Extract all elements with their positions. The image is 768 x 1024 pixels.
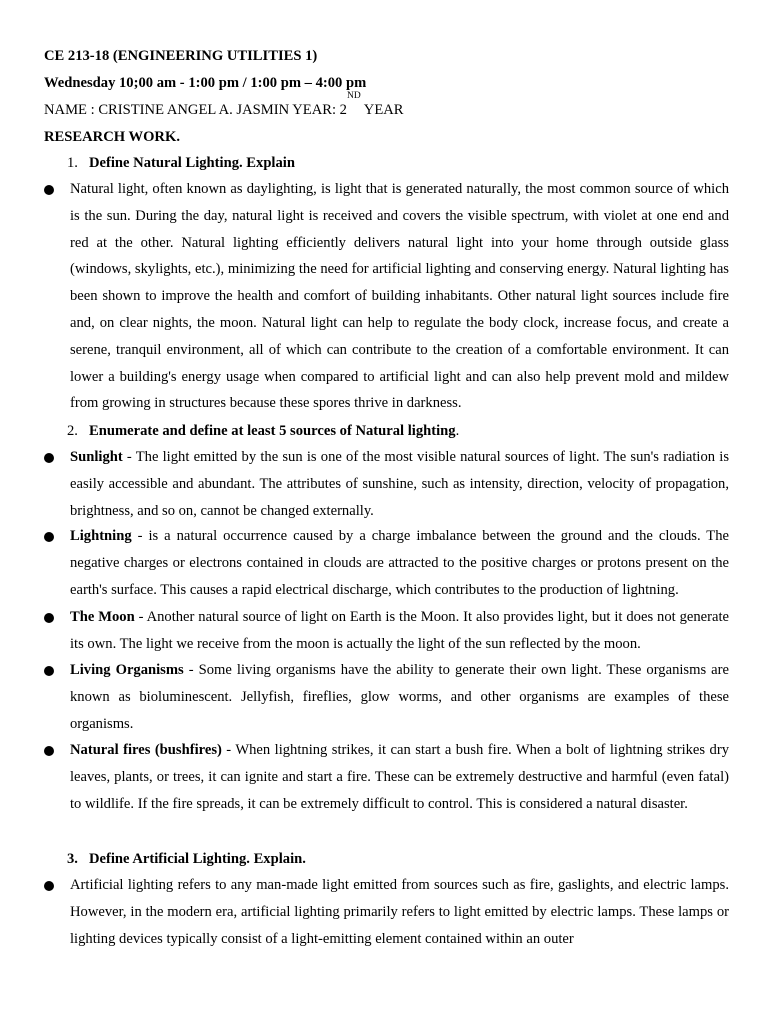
paragraph-text: Artificial lighting refers to any man-made light emitted from sources such as fire, gaslights, and electric lamps. However, in the modern era, artificial lighting primarily refers to light emitted by electric lamps. These lamps or lighting devices typically consist of a light-emitting element contained within an outer	[70, 877, 729, 947]
bullet-dot	[44, 613, 54, 623]
source-definition: - When lightning strikes, it can start a bush fire. When a bolt of lightning strikes dry leaves, plants, or trees, it can ignite and start a fire. These can be extremely destructive and harmful (even fatal) to wildlife. If the fire spreads, it can be extremely difficult to control. This is considered a natural disaster.	[70, 742, 729, 812]
paragraph-text: Natural light, often known as daylighting, is light that is generated naturally, the most common source of which is the sun. During the day, natural light is received and covers the visible spectrum, with violet at one end and red at the other. Natural lighting efficiently delivers natural light into your home through outside glass (windows, skylights, etc.), minimizing the need for artificial lighting and conserving energy. Natural lighting has been shown to improve the health and comfort of building inhabitants. Other natural light sources include fire and, on clear nights, the moon. Natural light can help to regulate the body clock, increase focus, and create a serene, tranquil environment, all of which can contribute to the creation of a comfortable environment. It can lower a building's energy usage when compared to artificial light and can also help prevent mold and mildew from growing in structures because these spores thrive in darkness.	[70, 181, 729, 412]
natural-light-paragraph	[70, 176, 729, 417]
ordinal-suffix: ND	[346, 91, 361, 101]
question-text: Enumerate and define at least 5 sources of Natural lighting	[89, 423, 456, 439]
question-number: 3.	[67, 851, 78, 867]
bullet-dot	[44, 185, 54, 195]
source-definition: - is a natural occurrence caused by a charge imbalance between the ground and the clouds. The negative charges or electrons contained in clouds are attracted to the positive charges or protons present on the earth's surface. This causes a rapid electrical discharge, which contributes to the production of lightning.	[70, 528, 729, 598]
source-term: Natural fires (bushfires)	[70, 742, 222, 758]
source-definition: - Another natural source of light on Earth is the Moon. It also provides light, but it does not generate its own. The light we receive from the moon is actually the light of the sun reflected by the moon.	[70, 609, 729, 652]
artificial-light-paragraph	[70, 872, 729, 952]
source-definition: - Some living organisms have the ability to generate their own light. These organisms are known as bioluminescent. Jellyfish, fireflies, glow worms, and other organisms are examples of these organisms.	[70, 662, 729, 732]
source-term: The Moon	[70, 609, 135, 625]
question-number: 2.	[67, 423, 78, 439]
question-text: Define Natural Lighting. Explain	[89, 155, 295, 171]
bullet-dot	[44, 666, 54, 676]
question-trail: .	[455, 423, 460, 439]
question-3	[67, 849, 306, 869]
source-item-moon	[70, 604, 729, 658]
year-text: YEAR	[360, 102, 404, 118]
bullet-dot	[44, 746, 54, 756]
question-number: 1.	[67, 155, 78, 171]
source-term: Living Organisms	[70, 662, 184, 678]
source-item-natural-fires	[70, 737, 729, 817]
name-text: NAME : CRISTINE ANGEL A. JASMIN YEAR: 2	[44, 102, 347, 118]
source-term: Sunlight	[70, 449, 123, 465]
source-definition: - The light emitted by the sun is one of the most visible natural sources of light. The sun's radiation is easily accessible and abundant. The attributes of sunshine, such as intensity, direction, velocity of propagation, brightness, and so on, cannot be changed externally.	[70, 449, 729, 519]
student-name-line	[44, 91, 404, 120]
research-work-heading: RESEARCH WORK.	[44, 129, 180, 145]
source-item-sunlight	[70, 444, 729, 524]
source-item-living-organisms	[70, 657, 729, 737]
bullet-dot	[44, 881, 54, 891]
source-item-lightning	[70, 523, 729, 603]
source-term: Lightning	[70, 528, 132, 544]
question-1	[67, 153, 295, 173]
schedule-line: Wednesday 10;00 am - 1:00 pm / 1:00 pm – 4:00 pm	[44, 75, 367, 91]
bullet-dot	[44, 453, 54, 463]
course-title: CE 213-18 (ENGINEERING UTILITIES 1)	[44, 48, 318, 64]
question-text: Define Artificial Lighting. Explain.	[89, 851, 306, 867]
question-2	[67, 421, 459, 441]
bullet-dot	[44, 532, 54, 542]
